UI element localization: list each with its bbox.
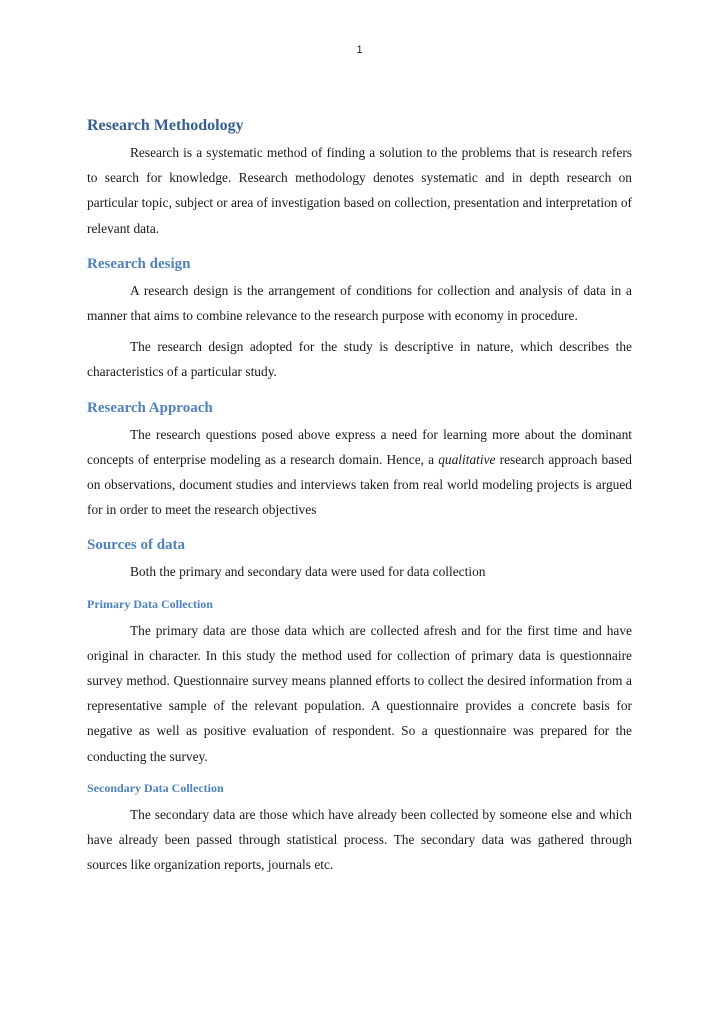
paragraph-research-approach [87,422,632,523]
paragraph-research-design-1: A research design is the arrangement of conditions for collection and analysis of data in a manner that aims to combine relevance to the research purpose with economy in procedure. [87,282,632,324]
page-number: 1 [356,44,363,56]
heading-sources-of-data: Sources of data [87,537,186,554]
paragraph-research-design-2: The research design adopted for the study is descriptive in nature, which describes the characteristics of a particular study. [87,339,632,380]
heading-research-approach: Research Approach [87,399,213,416]
heading-research-methodology: Research Methodology [87,117,244,134]
document-body [87,115,632,877]
paragraph-research-methodology: Research is a systematic method of finding a solution to the problems that is research refers to search for knowledge. Research methodology denotes systematic and in depth research on particular topic, subject or area of investigation based on collection, presentation and interpretation of relevant data. [87,145,632,236]
paragraph-secondary-data-collection: The secondary data are those which have already been collected by someone else and which have already been passed through statistical process. The secondary data was gathered through sources like organization reports, journals etc. [87,806,632,873]
approach-text-start: The research questions posed above express a need for learning more about the dominant concepts of enterprise modeling as a research domain. Hence, a [87,426,632,467]
approach-text-end: research approach based on observations, document studies and interviews taken from real world modeling projects is argued for in order to meet the research objectives [87,451,632,518]
approach-emphasis: qualitative [438,451,496,467]
heading-primary-data-collection: Primary Data Collection [87,596,213,611]
heading-research-design: Research design [87,255,191,272]
heading-secondary-data-collection: Secondary Data Collection [87,780,224,795]
paragraph-primary-data-collection: The primary data are those data which are collected afresh and for the first time and have original in character. In this study the method used for collection of primary data is questionnaire survey method. Questionnaire survey means planned efforts to collect the desired information from a representative sample of the relevant population. A questionnaire provides a concrete basis for negative as well as positive evaluation of respondent. So a questionnaire was prepared for the conducting the survey. [87,622,632,764]
paragraph-sources-of-data: Both the primary and secondary data were used for data collection [130,564,486,580]
